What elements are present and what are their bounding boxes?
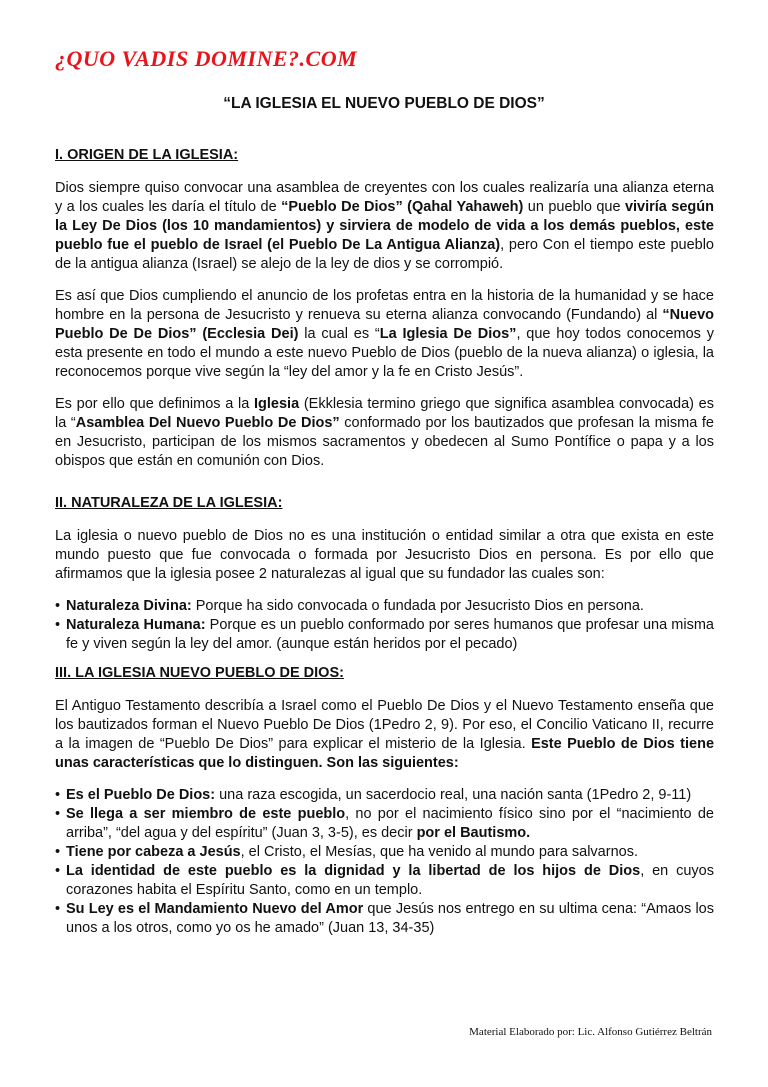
bold-run: Naturaleza Divina:	[66, 598, 192, 614]
paragraph-origen-3	[55, 395, 714, 471]
document-body	[55, 146, 714, 948]
list-item	[55, 900, 714, 938]
site-brand: ¿QUO VADIS DOMINE?.COM	[55, 46, 358, 71]
list-item	[55, 805, 714, 843]
bold-run: La identidad de este pueblo es la dignidad y la libertad de los hijos de Dios	[66, 863, 641, 879]
section-heading-naturaleza: II. NATURALEZA DE LA IGLESIA:	[55, 495, 283, 511]
bold-run: Es el Pueblo De Dios:	[66, 787, 216, 803]
document-title: “LA IGLESIA EL NUEVO PUEBLO DE DIOS”	[223, 95, 545, 112]
bold-run: por el Bautismo.	[416, 825, 531, 841]
text-run: , en cuyos corazones habita el Espíritu Santo, como en un templo.	[66, 863, 714, 898]
caracteristicas-list	[55, 786, 714, 938]
bold-run: “Pueblo De Dios”	[281, 199, 403, 215]
bold-run: Naturaleza Humana:	[66, 617, 206, 633]
text-run: , no por el nacimiento físico sino por el “nacimiento de arriba”, “del agua y del espíritu” (Juan 3, 3-5), es decir	[66, 806, 714, 841]
text-run: Porque ha sido convocada o fundada por Jesucristo Dios en persona.	[191, 598, 644, 614]
bold-run: Este Pueblo de Dios tiene unas características que lo distinguen. Son las siguientes:	[55, 736, 715, 771]
list-item	[55, 597, 714, 616]
bold-run: Tiene por cabeza a Jesús	[66, 844, 241, 860]
list-item	[55, 616, 714, 654]
naturaleza-list	[55, 597, 714, 654]
list-item	[55, 786, 714, 805]
text-run: (Ekklesia termino griego que significa asamblea convocada) es la “	[55, 396, 714, 431]
paragraph-nuevo-pueblo-1	[55, 697, 714, 773]
list-item	[55, 862, 714, 900]
paragraph-origen-1	[55, 179, 714, 274]
text-run: , el Cristo, el Mesías, que ha venido al mundo para salvarnos.	[240, 844, 638, 860]
text-run: una raza escogida, un sacerdocio real, una nación santa (1Pedro 2, 9-11)	[215, 787, 692, 803]
text-run: Porque es un pueblo conformado por seres humanos que profesar una misma fe y viven según la ley del amor. (aunque están heridos por el pecado)	[66, 617, 714, 652]
paragraph-naturaleza-1: La iglesia o nuevo pueblo de Dios no es una institución o entidad similar a otra que exista en este mundo puesto que fue convocada o formada por Jesucristo Dios en persona. Es por ello que afirmamos que la iglesia posee 2 naturalezas al igual que su fundador las cuales son:	[55, 528, 714, 582]
text-run: un pueblo que	[523, 199, 625, 215]
bold-run: Su Ley es el Mandamiento Nuevo del Amor	[66, 901, 364, 917]
footer-credit: Material Elaborado por: Lic. Alfonso Gutiérrez Beltrán	[469, 1026, 712, 1038]
bold-run: viviría según la Ley De Dios (los 10 mandamientos) y sirviera de modelo de vida a los demás pueblos, este pueblo fue el pueblo de Israel (el Pueblo De La Antigua Alianza)	[55, 199, 715, 253]
bold-run: Iglesia	[254, 396, 300, 412]
text-run: la cual es “	[298, 326, 380, 342]
bold-run: Asamblea Del Nuevo Pueblo De Dios”	[75, 415, 340, 431]
bold-run: La Iglesia De Dios”	[379, 326, 517, 342]
section-heading-origen: I. ORIGEN DE LA IGLESIA:	[55, 147, 239, 163]
bold-run: “Nuevo Pueblo De De Dios” (Ecclesia Dei)	[55, 307, 714, 342]
bold-run: (Qahal Yahaweh)	[407, 199, 524, 215]
text-run: El Antiguo Testamento describía a Israel como el Pueblo De Dios y el Nuevo Testamento enseña que los bautizados forman el Nuevo Pueblo De Dios (1Pedro 2, 9). Por eso, el Concilio Vaticano II, recurre a la imagen de “Pueblo De Dios” para explicar el misterio de la Iglesia.	[55, 698, 714, 752]
text-run: que Jesús nos entrego en su ultima cena: “Amaos los unos a los otros, como yo os he amado” (Juan 13, 34-35)	[66, 901, 714, 936]
paragraph-origen-2	[55, 287, 714, 382]
bold-run: Se llega a ser miembro de este pueblo	[66, 806, 346, 822]
text-run: Es por ello que definimos a la	[55, 396, 254, 412]
section-heading-nuevo-pueblo: III. LA IGLESIA NUEVO PUEBLO DE DIOS:	[55, 665, 344, 681]
text-run: , pero Con el tiempo este pueblo de la antigua alianza (Israel) se alejo de la ley de dios y se corrompió.	[55, 237, 714, 272]
text-run: Es así que Dios cumpliendo el anuncio de los profetas entra en la historia de la humanidad y se hace hombre en la persona de Jesucristo y renueva su eterna alianza convocando (Fundando) al	[55, 288, 714, 323]
text-run: , que hoy todos conocemos y esta presente en todo el mundo a este nuevo Pueblo de Dios (pueblo de la nueva alianza) o iglesia, la reconocemos porque vive según la “ley del amor y la fe en Cristo Jesús”.	[55, 326, 714, 380]
text-run: conformado por los bautizados que profesan la misma fe en Jesucristo, participan de los mismos sacramentos y obedecen al Sumo Pontífice o papa y a los obispos que están en comunión con Dios.	[55, 415, 714, 469]
list-item	[55, 843, 714, 862]
text-run: Dios siempre quiso convocar una asamblea de creyentes con los cuales realizaría una alianza eterna y a los cuales les daría el título de	[55, 180, 714, 215]
